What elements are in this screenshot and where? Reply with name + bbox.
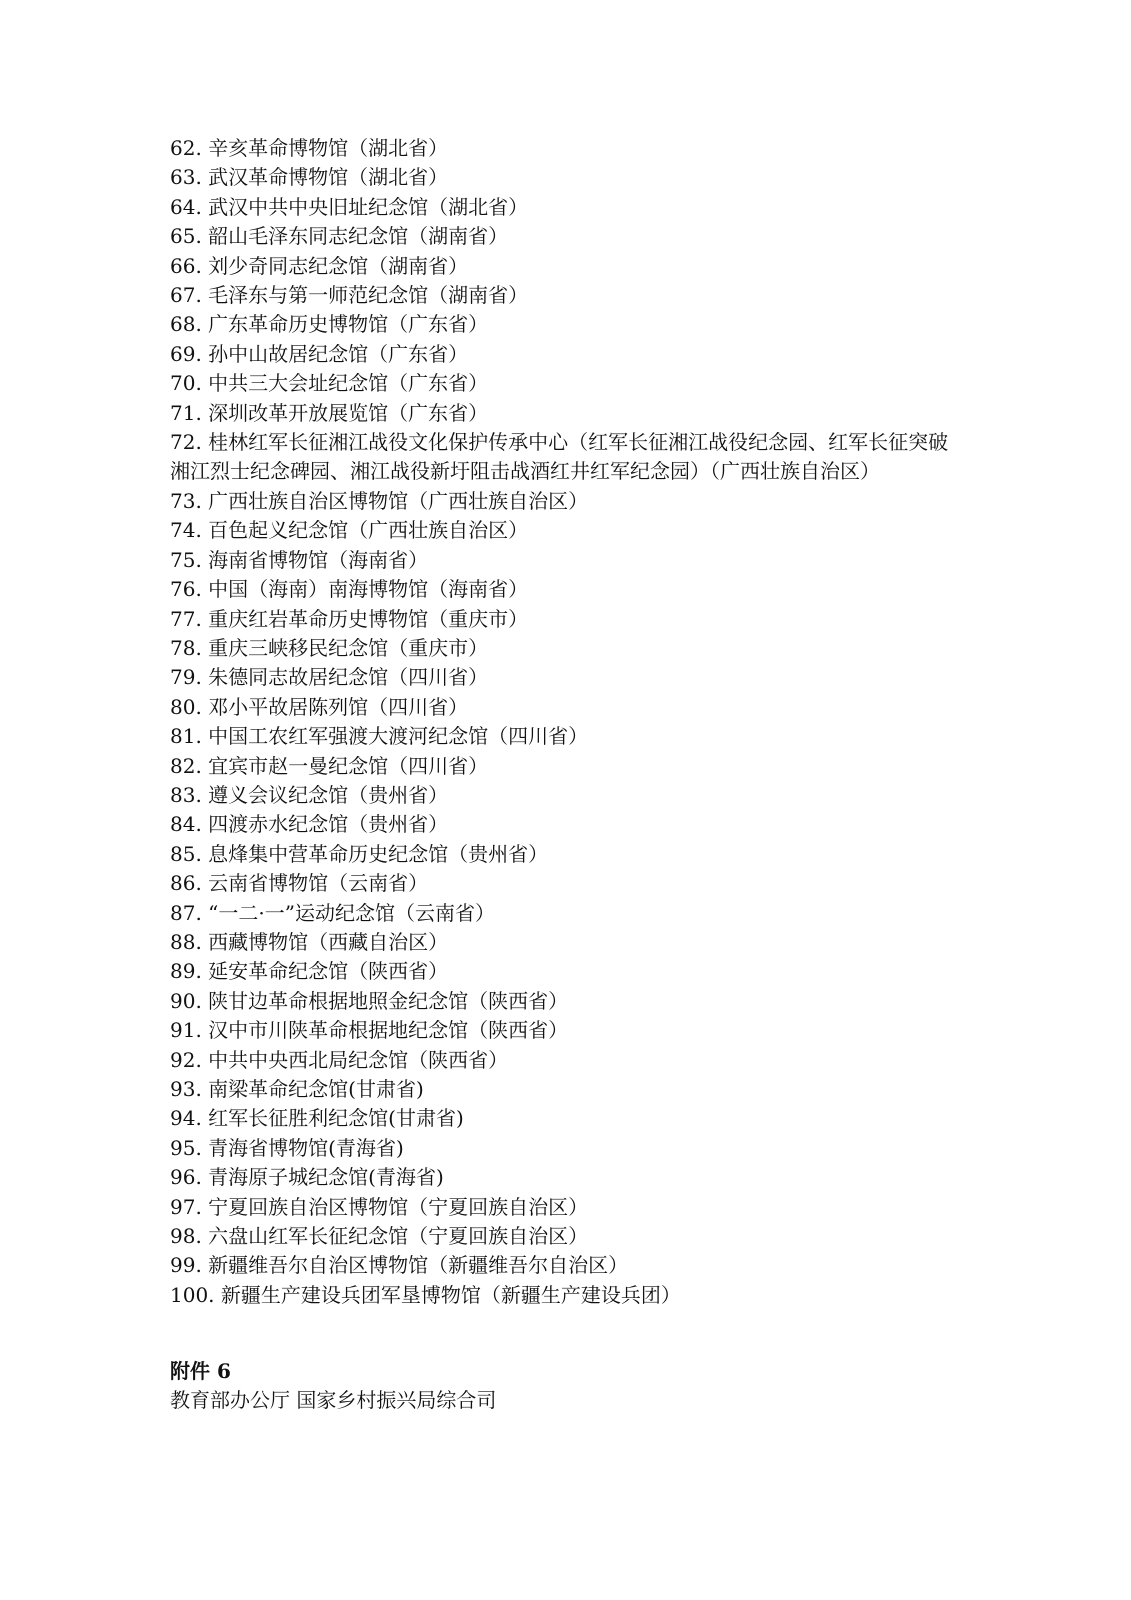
list-item: 69. 孙中山故居纪念馆（广东省）	[170, 341, 469, 366]
list-item: 90. 陕甘边革命根据地照金纪念馆（陕西省）	[170, 988, 569, 1013]
list-item: 63. 武汉革命博物馆（湖北省）	[170, 165, 449, 190]
list-item: 94. 红军长征胜利纪念馆(甘肃省)	[170, 1106, 464, 1131]
list-item: 76. 中国（海南）南海博物馆（海南省）	[170, 577, 529, 602]
attachment-title: 附件 6	[170, 1359, 231, 1383]
museum-list	[170, 134, 970, 1310]
list-item: 91. 汉中市川陕革命根据地纪念馆（陕西省）	[170, 1018, 569, 1043]
list-item: 68. 广东革命历史博物馆（广东省）	[170, 312, 489, 337]
list-item: 65. 韶山毛泽东同志纪念馆（湖南省）	[170, 224, 509, 249]
list-item: 74. 百色起义纪念馆（广西壮族自治区）	[170, 518, 529, 543]
list-item: 89. 延安革命纪念馆（陕西省）	[170, 959, 449, 984]
list-item: 95. 青海省博物馆(青海省)	[170, 1135, 404, 1160]
list-item: 85. 息烽集中营革命历史纪念馆（贵州省）	[170, 841, 549, 866]
list-item: 84. 四渡赤水纪念馆（贵州省）	[170, 812, 449, 837]
list-item: 100. 新疆生产建设兵团军垦博物馆（新疆生产建设兵团）	[170, 1282, 681, 1307]
list-item: 92. 中共中央西北局纪念馆（陕西省）	[170, 1047, 509, 1072]
list-item: 81. 中国工农红军强渡大渡河纪念馆（四川省）	[170, 724, 589, 749]
list-item: 72. 桂林红军长征湘江战役文化保护传承中心（红军长征湘江战役纪念园、红军长征突破湘江烈士纪念碑园、湘江战役新圩阻击战酒红井红军纪念园）（广西壮族自治区）	[170, 430, 949, 484]
list-item: 93. 南梁革命纪念馆(甘肃省)	[170, 1077, 424, 1101]
list-item: 78. 重庆三峡移民纪念馆（重庆市）	[170, 635, 489, 660]
list-item: 88. 西藏博物馆（西藏自治区）	[170, 929, 449, 954]
list-item: 86. 云南省博物馆（云南省）	[170, 871, 429, 896]
list-item: 80. 邓小平故居陈列馆（四川省）	[170, 694, 469, 719]
list-item: 87. “一二·一”运动纪念馆（云南省）	[170, 900, 495, 925]
list-item: 73. 广西壮族自治区博物馆（广西壮族自治区）	[170, 488, 589, 513]
list-item: 66. 刘少奇同志纪念馆（湖南省）	[170, 253, 469, 278]
list-item: 98. 六盘山红军长征纪念馆（宁夏回族自治区）	[170, 1224, 589, 1249]
list-item: 79. 朱德同志故居纪念馆（四川省）	[170, 665, 489, 690]
list-item: 67. 毛泽东与第一师范纪念馆（湖南省）	[170, 283, 529, 308]
attachment-issuer: 教育部办公厅 国家乡村振兴局综合司	[170, 1388, 497, 1412]
list-item: 75. 海南省博物馆（海南省）	[170, 547, 429, 572]
list-item: 99. 新疆维吾尔自治区博物馆（新疆维吾尔自治区）	[170, 1253, 629, 1278]
list-item: 77. 重庆红岩革命历史博物馆（重庆市）	[170, 606, 529, 631]
list-item: 64. 武汉中共中央旧址纪念馆（湖北省）	[170, 194, 529, 219]
list-item: 62. 辛亥革命博物馆（湖北省）	[170, 136, 449, 160]
list-item: 97. 宁夏回族自治区博物馆（宁夏回族自治区）	[170, 1194, 589, 1219]
list-item: 71. 深圳改革开放展览馆（广东省）	[170, 400, 489, 425]
list-item: 96. 青海原子城纪念馆(青海省)	[170, 1165, 444, 1190]
list-item: 83. 遵义会议纪念馆（贵州省）	[170, 782, 449, 807]
list-item: 70. 中共三大会址纪念馆（广东省）	[170, 371, 489, 396]
list-item: 82. 宜宾市赵一曼纪念馆（四川省）	[170, 753, 489, 778]
